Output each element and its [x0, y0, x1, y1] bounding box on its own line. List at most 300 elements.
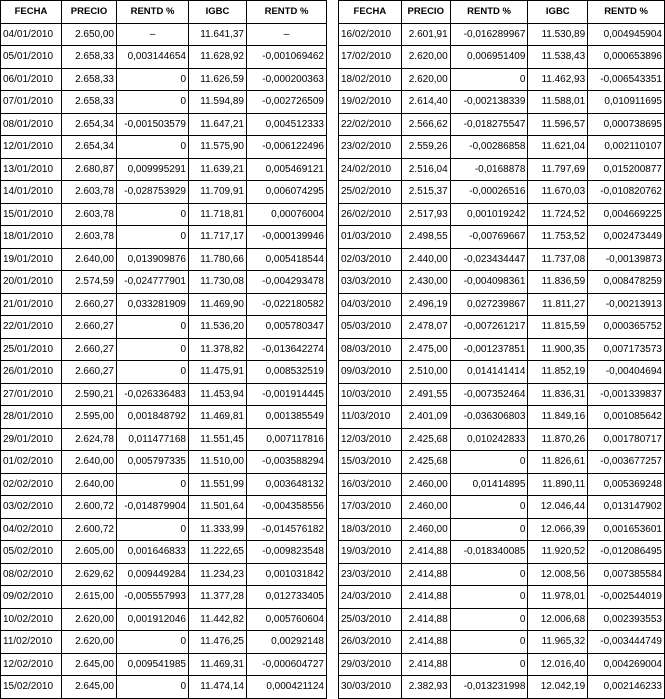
table-row	[1, 653, 327, 676]
header-precio: PRECIO	[401, 1, 450, 24]
cell-precio: 2.650,00	[62, 23, 117, 46]
cell-rentd-precio: 0,009449284	[117, 563, 189, 586]
cell-rentd-precio: 0,027239867	[450, 293, 528, 316]
cell-fecha: 08/02/2010	[1, 563, 62, 586]
table-row	[339, 541, 665, 564]
header-row	[339, 1, 665, 24]
cell-fecha: 02/03/2010	[339, 248, 402, 271]
cell-precio: 2.566,62	[401, 113, 450, 136]
table-row	[1, 473, 327, 496]
cell-igbc: 11.811,27	[528, 293, 588, 316]
table-row	[339, 518, 665, 541]
cell-precio: 2.382,93	[401, 676, 450, 699]
cell-igbc: 11.724,52	[528, 203, 588, 226]
cell-rentd-precio: -0,036306803	[450, 406, 528, 429]
cell-fecha: 23/02/2010	[339, 136, 402, 159]
table-row	[339, 676, 665, 699]
cell-rentd-igbc: 0,004669225	[588, 203, 665, 226]
cell-igbc: 11.836,31	[528, 383, 588, 406]
cell-fecha: 06/01/2010	[1, 68, 62, 91]
cell-rentd-igbc: 0,002146233	[588, 676, 665, 699]
cell-fecha: 04/03/2010	[339, 293, 402, 316]
cell-precio: 2.620,00	[401, 68, 450, 91]
cell-precio: 2.654,34	[62, 113, 117, 136]
table-row	[339, 23, 665, 46]
cell-rentd-igbc: -0,000200363	[247, 68, 327, 91]
cell-fecha: 26/03/2010	[339, 631, 402, 654]
cell-precio: 2.615,00	[62, 586, 117, 609]
cell-fecha: 10/03/2010	[339, 383, 402, 406]
cell-fecha: 25/01/2010	[1, 338, 62, 361]
cell-igbc: 11.234,23	[189, 563, 247, 586]
table-row	[339, 316, 665, 339]
cell-igbc: 11.626,59	[189, 68, 247, 91]
cell-rentd-igbc: 0,00292148	[247, 631, 327, 654]
table-row	[1, 608, 327, 631]
table-row	[1, 226, 327, 249]
table-row	[339, 68, 665, 91]
cell-igbc: 11.639,21	[189, 158, 247, 181]
cell-precio: 2.440,00	[401, 248, 450, 271]
cell-igbc: 11.836,59	[528, 271, 588, 294]
cell-rentd-precio: 0,033281909	[117, 293, 189, 316]
table-row	[339, 271, 665, 294]
table-row	[339, 46, 665, 69]
cell-rentd-precio: 0,005797335	[117, 451, 189, 474]
cell-precio: 2.414,88	[401, 608, 450, 631]
table-row	[339, 586, 665, 609]
cell-fecha: 02/02/2010	[1, 473, 62, 496]
cell-precio: 2.414,88	[401, 586, 450, 609]
cell-igbc: 11.670,03	[528, 181, 588, 204]
cell-precio: 2.645,00	[62, 676, 117, 699]
table-row	[1, 316, 327, 339]
cell-igbc: 11.476,25	[189, 631, 247, 654]
cell-rentd-igbc: 0,005760604	[247, 608, 327, 631]
table-row	[1, 563, 327, 586]
cell-precio: 2.559,26	[401, 136, 450, 159]
cell-fecha: 20/01/2010	[1, 271, 62, 294]
cell-igbc: 11.588,01	[528, 91, 588, 114]
cell-precio: 2.658,33	[62, 46, 117, 69]
cell-rentd-precio: -0,026336483	[117, 383, 189, 406]
cell-igbc: 11.978,01	[528, 586, 588, 609]
cell-precio: 2.620,00	[401, 46, 450, 69]
cell-igbc: 11.900,35	[528, 338, 588, 361]
cell-rentd-igbc: 0,001780717	[588, 428, 665, 451]
cell-igbc: 11.753,52	[528, 226, 588, 249]
cell-rentd-igbc: -0,002726509	[247, 91, 327, 114]
cell-rentd-igbc: 0,015200877	[588, 158, 665, 181]
cell-rentd-igbc: -0,006122496	[247, 136, 327, 159]
cell-fecha: 18/02/2010	[339, 68, 402, 91]
cell-rentd-igbc: 0,010911695	[588, 91, 665, 114]
cell-rentd-igbc: –	[247, 23, 327, 46]
cell-precio: 2.414,88	[401, 541, 450, 564]
cell-rentd-precio: -0,0168878	[450, 158, 528, 181]
cell-rentd-igbc: -0,000604727	[247, 653, 327, 676]
table-row	[339, 181, 665, 204]
cell-igbc: 11.551,99	[189, 473, 247, 496]
cell-igbc: 11.641,37	[189, 23, 247, 46]
cell-precio: 2.601,91	[401, 23, 450, 46]
cell-rentd-precio: -0,023434447	[450, 248, 528, 271]
cell-igbc: 11.815,59	[528, 316, 588, 339]
cell-rentd-igbc: 0,004269004	[588, 653, 665, 676]
cell-rentd-igbc: -0,004358556	[247, 496, 327, 519]
table-row	[339, 136, 665, 159]
cell-rentd-igbc: -0,00213913	[588, 293, 665, 316]
cell-rentd-igbc: 0,007117816	[247, 428, 327, 451]
cell-fecha: 11/03/2010	[339, 406, 402, 429]
cell-rentd-igbc: -0,001339837	[588, 383, 665, 406]
cell-rentd-precio: -0,013231998	[450, 676, 528, 699]
cell-rentd-precio: -0,014879904	[117, 496, 189, 519]
table-row	[1, 158, 327, 181]
cell-precio: 2.680,87	[62, 158, 117, 181]
cell-rentd-igbc: 0,007173573	[588, 338, 665, 361]
table-row	[339, 608, 665, 631]
table-row	[339, 653, 665, 676]
cell-fecha: 03/02/2010	[1, 496, 62, 519]
table-row	[1, 428, 327, 451]
cell-fecha: 01/02/2010	[1, 451, 62, 474]
cell-rentd-igbc: 0,012733405	[247, 586, 327, 609]
cell-rentd-precio: -0,007261217	[450, 316, 528, 339]
cell-fecha: 09/03/2010	[339, 361, 402, 384]
cell-fecha: 05/03/2010	[339, 316, 402, 339]
cell-rentd-igbc: 0,00076004	[247, 203, 327, 226]
cell-precio: 2.401,09	[401, 406, 450, 429]
cell-igbc: 12.016,40	[528, 653, 588, 676]
cell-rentd-igbc: 0,001385549	[247, 406, 327, 429]
cell-fecha: 22/02/2010	[339, 113, 402, 136]
cell-rentd-precio: 0,001848792	[117, 406, 189, 429]
cell-rentd-igbc: 0,002110107	[588, 136, 665, 159]
cell-rentd-igbc: 0,007385584	[588, 563, 665, 586]
table-row	[1, 293, 327, 316]
cell-precio: 2.654,34	[62, 136, 117, 159]
table-row	[339, 451, 665, 474]
table-row	[339, 158, 665, 181]
cell-igbc: 12.042,19	[528, 676, 588, 699]
table-row	[339, 203, 665, 226]
table-row	[1, 451, 327, 474]
table-row	[1, 338, 327, 361]
cell-fecha: 13/01/2010	[1, 158, 62, 181]
cell-rentd-igbc: 0,001085642	[588, 406, 665, 429]
table-row	[1, 631, 327, 654]
header-rentd-precio: RENTD %	[117, 1, 189, 24]
cell-rentd-precio: 0	[450, 68, 528, 91]
cell-fecha: 25/03/2010	[339, 608, 402, 631]
cell-fecha: 15/02/2010	[1, 676, 62, 699]
cell-rentd-precio: -0,028753929	[117, 181, 189, 204]
table-row	[339, 248, 665, 271]
cell-igbc: 11.551,45	[189, 428, 247, 451]
cell-fecha: 30/03/2010	[339, 676, 402, 699]
cell-rentd-precio: 0	[450, 608, 528, 631]
cell-igbc: 12.066,39	[528, 518, 588, 541]
cell-precio: 2.624,78	[62, 428, 117, 451]
cell-precio: 2.430,00	[401, 271, 450, 294]
cell-rentd-precio: -0,018275547	[450, 113, 528, 136]
cell-igbc: 11.596,57	[528, 113, 588, 136]
cell-precio: 2.517,93	[401, 203, 450, 226]
table-row	[1, 406, 327, 429]
table-row	[339, 428, 665, 451]
cell-fecha: 23/03/2010	[339, 563, 402, 586]
cell-rentd-igbc: -0,012086495	[588, 541, 665, 564]
cell-fecha: 03/03/2010	[339, 271, 402, 294]
cell-igbc: 11.378,82	[189, 338, 247, 361]
cell-rentd-precio: -0,00769667	[450, 226, 528, 249]
cell-rentd-igbc: -0,001914445	[247, 383, 327, 406]
cell-igbc: 11.538,43	[528, 46, 588, 69]
cell-rentd-precio: 0	[117, 631, 189, 654]
cell-rentd-igbc: 0,000365752	[588, 316, 665, 339]
cell-igbc: 12.046,44	[528, 496, 588, 519]
cell-precio: 2.603,78	[62, 181, 117, 204]
cell-precio: 2.595,00	[62, 406, 117, 429]
table-row	[1, 113, 327, 136]
cell-igbc: 11.780,66	[189, 248, 247, 271]
table-row	[339, 383, 665, 406]
cell-fecha: 07/01/2010	[1, 91, 62, 114]
cell-fecha: 18/01/2010	[1, 226, 62, 249]
table-row	[339, 473, 665, 496]
cell-rentd-precio: 0	[117, 338, 189, 361]
cell-rentd-igbc: 0,004512333	[247, 113, 327, 136]
cell-rentd-precio: 0	[117, 316, 189, 339]
cell-precio: 2.414,88	[401, 653, 450, 676]
cell-fecha: 04/02/2010	[1, 518, 62, 541]
cell-precio: 2.510,00	[401, 361, 450, 384]
cell-rentd-igbc: 0,003648132	[247, 473, 327, 496]
cell-igbc: 11.474,14	[189, 676, 247, 699]
cell-rentd-precio: -0,024777901	[117, 271, 189, 294]
cell-rentd-igbc: -0,000139946	[247, 226, 327, 249]
table-row	[1, 23, 327, 46]
table-row	[339, 113, 665, 136]
cell-igbc: 11.849,16	[528, 406, 588, 429]
cell-igbc: 11.965,32	[528, 631, 588, 654]
cell-igbc: 11.453,94	[189, 383, 247, 406]
table-row	[1, 676, 327, 699]
cell-rentd-precio: 0,014141414	[450, 361, 528, 384]
cell-igbc: 11.530,89	[528, 23, 588, 46]
cell-rentd-precio: 0,001646833	[117, 541, 189, 564]
cell-igbc: 12.008,56	[528, 563, 588, 586]
cell-igbc: 11.222,65	[189, 541, 247, 564]
cell-igbc: 11.647,21	[189, 113, 247, 136]
cell-igbc: 11.377,28	[189, 586, 247, 609]
cell-precio: 2.614,40	[401, 91, 450, 114]
cell-rentd-precio: 0	[450, 496, 528, 519]
cell-rentd-precio: 0,01414895	[450, 473, 528, 496]
cell-precio: 2.460,00	[401, 518, 450, 541]
cell-rentd-igbc: 0,008532519	[247, 361, 327, 384]
cell-precio: 2.600,72	[62, 496, 117, 519]
cell-rentd-precio: 0	[117, 226, 189, 249]
cell-fecha: 15/01/2010	[1, 203, 62, 226]
cell-fecha: 21/01/2010	[1, 293, 62, 316]
cell-igbc: 11.852,19	[528, 361, 588, 384]
cell-precio: 2.496,19	[401, 293, 450, 316]
cell-rentd-igbc: 0,013147902	[588, 496, 665, 519]
cell-igbc: 11.510,00	[189, 451, 247, 474]
table-row	[1, 46, 327, 69]
cell-igbc: 11.536,20	[189, 316, 247, 339]
cell-rentd-precio: 0,003144654	[117, 46, 189, 69]
cell-fecha: 19/02/2010	[339, 91, 402, 114]
cell-precio: 2.516,04	[401, 158, 450, 181]
cell-rentd-precio: 0,006951409	[450, 46, 528, 69]
cell-rentd-igbc: -0,014576182	[247, 518, 327, 541]
cell-rentd-precio: -0,007352464	[450, 383, 528, 406]
cell-rentd-igbc: 0,005469121	[247, 158, 327, 181]
cell-precio: 2.460,00	[401, 473, 450, 496]
cell-precio: 2.491,55	[401, 383, 450, 406]
table-row	[339, 496, 665, 519]
cell-rentd-precio: 0,001912046	[117, 608, 189, 631]
cell-fecha: 26/01/2010	[1, 361, 62, 384]
cell-rentd-igbc: 0,001031842	[247, 563, 327, 586]
cell-rentd-igbc: 0,002393553	[588, 608, 665, 631]
cell-rentd-precio: -0,00026516	[450, 181, 528, 204]
cell-rentd-igbc: -0,022180582	[247, 293, 327, 316]
cell-precio: 2.478,07	[401, 316, 450, 339]
table-row	[339, 293, 665, 316]
cell-rentd-igbc: 0,000653896	[588, 46, 665, 69]
table-row	[339, 338, 665, 361]
cell-rentd-igbc: 0,000738695	[588, 113, 665, 136]
cell-rentd-igbc: -0,001069462	[247, 46, 327, 69]
cell-rentd-igbc: 0,002473449	[588, 226, 665, 249]
cell-fecha: 17/03/2010	[339, 496, 402, 519]
cell-fecha: 24/02/2010	[339, 158, 402, 181]
cell-fecha: 19/03/2010	[339, 541, 402, 564]
table-row	[339, 406, 665, 429]
cell-fecha: 12/03/2010	[339, 428, 402, 451]
cell-rentd-igbc: -0,002544019	[588, 586, 665, 609]
header-row	[1, 1, 327, 24]
cell-precio: 2.640,00	[62, 248, 117, 271]
cell-rentd-precio: 0	[450, 631, 528, 654]
cell-fecha: 11/02/2010	[1, 631, 62, 654]
cell-rentd-precio: 0,011477168	[117, 428, 189, 451]
cell-fecha: 19/01/2010	[1, 248, 62, 271]
cell-precio: 2.660,27	[62, 361, 117, 384]
cell-igbc: 11.797,69	[528, 158, 588, 181]
cell-rentd-precio: 0,010242833	[450, 428, 528, 451]
cell-igbc: 11.870,26	[528, 428, 588, 451]
cell-igbc: 11.469,90	[189, 293, 247, 316]
cell-precio: 2.425,68	[401, 451, 450, 474]
cell-fecha: 25/02/2010	[339, 181, 402, 204]
table-row	[1, 248, 327, 271]
cell-rentd-igbc: 0,001653601	[588, 518, 665, 541]
table-row	[1, 518, 327, 541]
cell-rentd-igbc: 0,004945904	[588, 23, 665, 46]
cell-rentd-precio: -0,018340085	[450, 541, 528, 564]
cell-rentd-igbc: -0,003444749	[588, 631, 665, 654]
cell-fecha: 29/03/2010	[339, 653, 402, 676]
cell-igbc: 12.006,68	[528, 608, 588, 631]
header-rentd-precio: RENTD %	[450, 1, 528, 24]
cell-fecha: 16/02/2010	[339, 23, 402, 46]
cell-precio: 2.600,72	[62, 518, 117, 541]
cell-rentd-precio: 0	[117, 676, 189, 699]
cell-rentd-igbc: -0,010820762	[588, 181, 665, 204]
header-precio: PRECIO	[62, 1, 117, 24]
cell-rentd-igbc: -0,00139873	[588, 248, 665, 271]
cell-fecha: 05/02/2010	[1, 541, 62, 564]
table-row	[339, 631, 665, 654]
cell-rentd-precio: 0	[117, 518, 189, 541]
cell-rentd-precio: 0	[117, 68, 189, 91]
cell-rentd-igbc: -0,003677257	[588, 451, 665, 474]
cell-rentd-precio: 0,013909876	[117, 248, 189, 271]
cell-fecha: 14/01/2010	[1, 181, 62, 204]
cell-fecha: 17/02/2010	[339, 46, 402, 69]
cell-precio: 2.425,68	[401, 428, 450, 451]
header-fecha: FECHA	[1, 1, 62, 24]
cell-rentd-precio: 0	[450, 451, 528, 474]
cell-igbc: 11.628,92	[189, 46, 247, 69]
table-row	[1, 203, 327, 226]
cell-precio: 2.660,27	[62, 338, 117, 361]
table-row	[1, 361, 327, 384]
header-fecha: FECHA	[339, 1, 402, 24]
cell-rentd-igbc: -0,004293478	[247, 271, 327, 294]
cell-fecha: 12/01/2010	[1, 136, 62, 159]
table-row	[1, 586, 327, 609]
cell-rentd-precio: 0,001019242	[450, 203, 528, 226]
cell-precio: 2.640,00	[62, 473, 117, 496]
table-row	[339, 226, 665, 249]
cell-rentd-igbc: 0,005418544	[247, 248, 327, 271]
cell-rentd-precio: 0	[117, 136, 189, 159]
cell-rentd-precio: 0,009541985	[117, 653, 189, 676]
cell-igbc: 11.501,64	[189, 496, 247, 519]
cell-rentd-precio: 0	[117, 91, 189, 114]
cell-fecha: 05/01/2010	[1, 46, 62, 69]
cell-igbc: 11.718,81	[189, 203, 247, 226]
cell-precio: 2.620,00	[62, 608, 117, 631]
cell-rentd-igbc: 0,006074295	[247, 181, 327, 204]
cell-precio: 2.640,00	[62, 451, 117, 474]
cell-precio: 2.414,88	[401, 631, 450, 654]
cell-rentd-precio: 0	[450, 586, 528, 609]
header-rentd-igbc: RENTD %	[588, 1, 665, 24]
cell-igbc: 11.730,08	[189, 271, 247, 294]
cell-fecha: 08/01/2010	[1, 113, 62, 136]
cell-rentd-precio: 0	[450, 563, 528, 586]
cell-rentd-precio: –	[117, 23, 189, 46]
cell-fecha: 15/03/2010	[339, 451, 402, 474]
header-igbc: IGBC	[189, 1, 247, 24]
cell-rentd-precio: -0,005557993	[117, 586, 189, 609]
cell-precio: 2.498,55	[401, 226, 450, 249]
table-row	[1, 271, 327, 294]
cell-precio: 2.475,00	[401, 338, 450, 361]
cell-igbc: 11.826,61	[528, 451, 588, 474]
cell-precio: 2.590,21	[62, 383, 117, 406]
cell-rentd-precio: -0,00286858	[450, 136, 528, 159]
cell-fecha: 26/02/2010	[339, 203, 402, 226]
cell-fecha: 29/01/2010	[1, 428, 62, 451]
